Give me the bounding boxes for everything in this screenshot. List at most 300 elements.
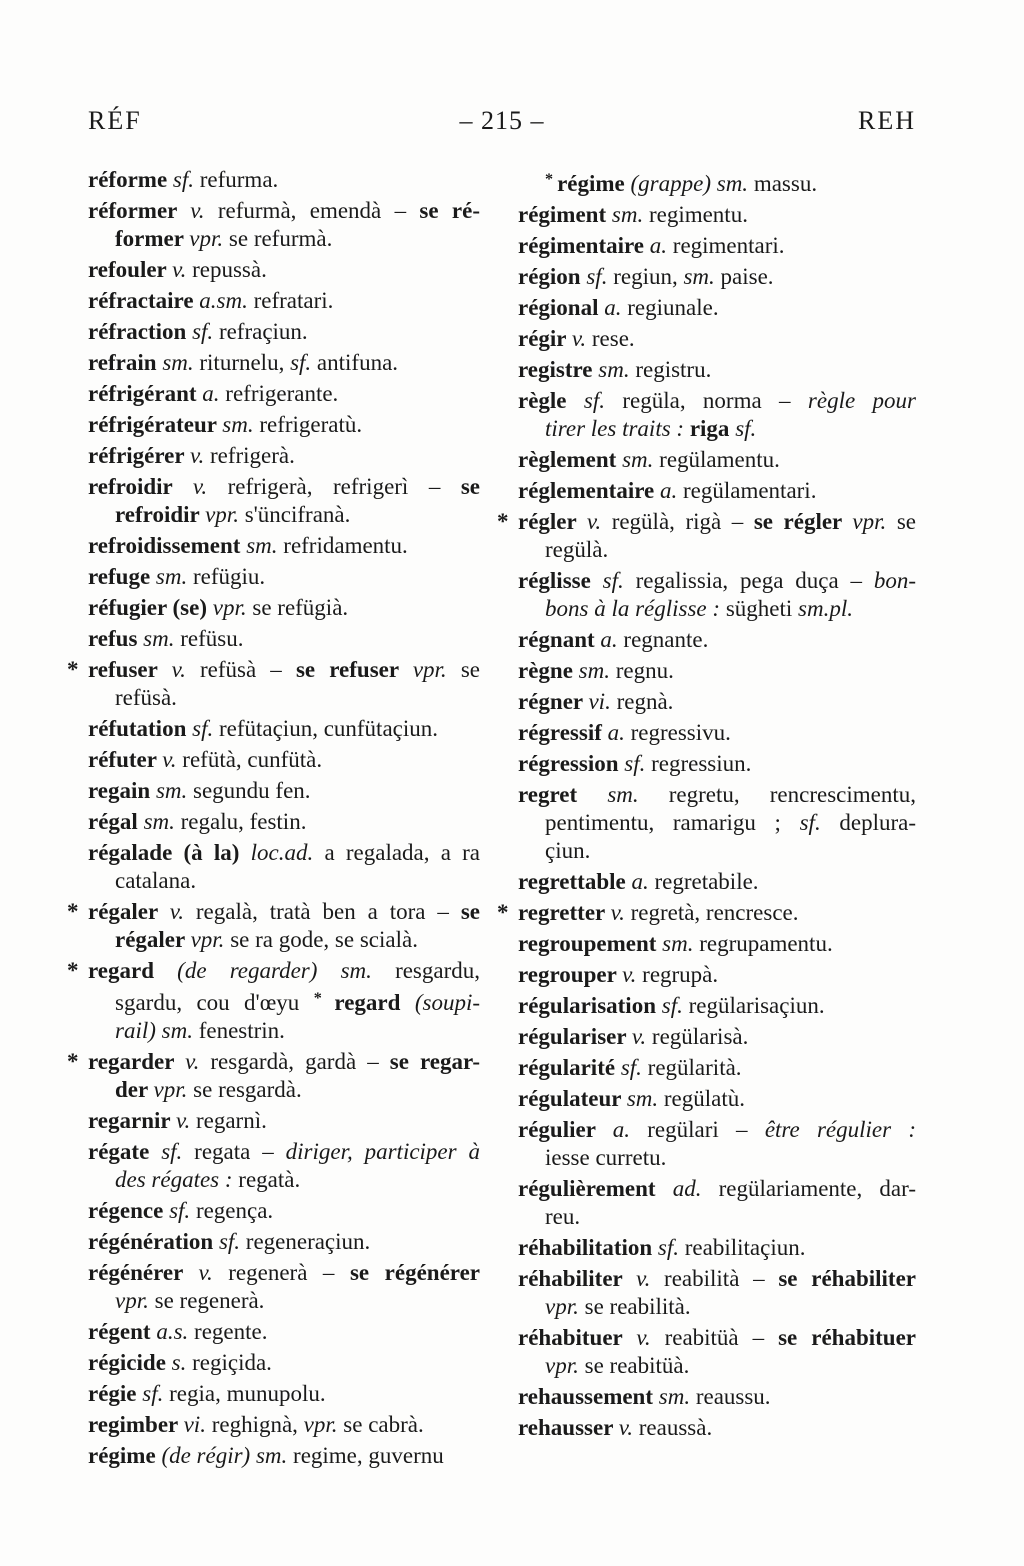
grammar-tag: vpr. bbox=[545, 1294, 579, 1320]
entry-text: refridamentu. bbox=[277, 533, 408, 558]
entry-line bbox=[518, 508, 916, 536]
page-number: – 215 – bbox=[459, 106, 545, 135]
headword: régir bbox=[518, 326, 572, 352]
grammar-tag: bon- bbox=[873, 568, 916, 594]
entry-text: refraçiun. bbox=[213, 319, 308, 344]
entry-line bbox=[88, 867, 480, 895]
dictionary-entry bbox=[88, 473, 480, 529]
entry-text: regnà. bbox=[610, 689, 674, 715]
entry-text: refüsà – bbox=[185, 657, 296, 682]
grammar-tag: bons à la réglisse : bbox=[545, 596, 721, 622]
headword: réfugier (se) bbox=[88, 595, 213, 620]
dictionary-entry bbox=[518, 325, 916, 353]
headword: réfraction bbox=[88, 319, 193, 344]
entry-text: regrupà. bbox=[636, 962, 719, 988]
dictionary-entry bbox=[88, 1442, 480, 1470]
grammar-tag: sm. bbox=[683, 264, 715, 290]
grammar-tag: sm. bbox=[658, 1384, 691, 1410]
entry-line bbox=[518, 1414, 916, 1442]
dictionary-entry bbox=[518, 626, 916, 654]
grammar-tag: a. bbox=[600, 627, 618, 653]
entry-text: repussà. bbox=[186, 257, 267, 282]
grammar-tag: a.sm. bbox=[199, 288, 248, 313]
dictionary-entry bbox=[88, 166, 480, 194]
dictionary-entry bbox=[88, 594, 480, 622]
entry-line bbox=[518, 536, 916, 564]
entry-text: regença. bbox=[190, 1198, 274, 1224]
grammar-tag: v. bbox=[189, 443, 205, 468]
grammar-tag: v. bbox=[172, 257, 187, 282]
headword: régner bbox=[518, 689, 589, 715]
dictionary-entry bbox=[518, 750, 916, 778]
entry-text: reaussu. bbox=[690, 1384, 771, 1410]
grammar-tag: sm. bbox=[607, 782, 639, 808]
entry-line bbox=[88, 625, 480, 653]
grammar-tag: sf. bbox=[624, 751, 646, 777]
dictionary-entry bbox=[518, 567, 916, 623]
entry-text: regiçida. bbox=[186, 1350, 272, 1376]
entry-text: regimentu. bbox=[643, 202, 748, 228]
entry-line bbox=[518, 992, 916, 1020]
grammar-tag: v. bbox=[185, 1049, 200, 1075]
dictionary-entry bbox=[67, 1048, 480, 1104]
headword: régénération bbox=[88, 1229, 219, 1255]
grammar-tag: v. bbox=[175, 1108, 191, 1134]
entry-text: regretu, rencrescimentu, bbox=[638, 782, 917, 808]
dictionary-entry bbox=[518, 294, 916, 322]
grammar-tag: sm. bbox=[143, 626, 175, 651]
dictionary-entry bbox=[518, 781, 916, 865]
entry-line bbox=[88, 166, 480, 194]
entry-line bbox=[518, 899, 916, 927]
entry-text: se réhabiliter bbox=[778, 1266, 916, 1292]
entry-text: reaussà. bbox=[633, 1415, 713, 1441]
entry-line bbox=[88, 1076, 480, 1104]
inline-star-marker: * bbox=[545, 171, 558, 188]
entry-line bbox=[88, 985, 480, 1017]
entry-text: resgardà, gardà – bbox=[199, 1049, 390, 1075]
entry-text: se refuser bbox=[295, 657, 413, 682]
entry-line bbox=[88, 777, 480, 805]
entry-text: former bbox=[115, 226, 190, 251]
entry-line bbox=[518, 657, 916, 685]
entry-text: registru. bbox=[629, 357, 712, 383]
entry-line bbox=[518, 201, 916, 229]
entry-text: refrigerante. bbox=[219, 381, 339, 406]
entry-text: se reabilità. bbox=[578, 1294, 691, 1320]
dictionary-entry bbox=[88, 411, 480, 439]
headword: rehausser bbox=[518, 1415, 619, 1441]
grammar-tag: (soupi- bbox=[414, 990, 480, 1016]
entry-line bbox=[88, 380, 480, 408]
grammar-tag: v. bbox=[631, 1024, 647, 1050]
dictionary-entry bbox=[88, 1349, 480, 1377]
dictionary-entry bbox=[518, 263, 916, 291]
dictionary-entry bbox=[518, 1383, 916, 1411]
grammar-tag: v. bbox=[190, 198, 205, 223]
grammar-tag: a.s. bbox=[156, 1319, 189, 1345]
headword: réformer bbox=[88, 198, 191, 223]
grammar-tag: tirer les traits : bbox=[545, 416, 685, 442]
entry-line bbox=[518, 1054, 916, 1082]
grammar-tag: vi. bbox=[588, 689, 611, 715]
entry-line bbox=[518, 1144, 916, 1172]
grammar-tag: ad. bbox=[672, 1176, 702, 1202]
dictionary-entry bbox=[88, 1228, 480, 1256]
entry-line bbox=[518, 415, 916, 443]
entry-line bbox=[88, 715, 480, 743]
entry-line bbox=[518, 809, 916, 837]
entry-line bbox=[88, 501, 480, 529]
entry-line bbox=[88, 318, 480, 346]
entry-text: refütaçiun, cunfütaçiun. bbox=[213, 716, 439, 741]
dictionary-entry bbox=[518, 1265, 916, 1321]
entry-text: regnu. bbox=[609, 658, 674, 684]
headword-star-marker: * bbox=[497, 509, 509, 535]
entry-text: regülariamente, dar- bbox=[701, 1176, 916, 1202]
entry-text: se reabitüà. bbox=[578, 1353, 690, 1379]
headword: régularité bbox=[518, 1055, 621, 1081]
dictionary-entry bbox=[88, 1318, 480, 1346]
entry-text: regretà, rencresce. bbox=[624, 900, 799, 926]
grammar-tag: sf. bbox=[290, 350, 312, 375]
grammar-tag: vpr. bbox=[303, 1412, 338, 1438]
dictionary-entry bbox=[497, 508, 916, 564]
headword-star-marker: * bbox=[497, 900, 509, 926]
headword: refroidissement bbox=[88, 533, 247, 558]
entry-text: regülatù. bbox=[658, 1086, 745, 1112]
grammar-tag: a. bbox=[659, 478, 678, 504]
entry-line bbox=[88, 1442, 480, 1470]
grammar-tag: sf. bbox=[657, 1235, 680, 1261]
entry-line bbox=[88, 1048, 480, 1076]
grammar-tag: sf. bbox=[169, 1198, 191, 1224]
entry-line bbox=[88, 926, 480, 954]
entry-line bbox=[518, 1234, 916, 1262]
entry-text: reu. bbox=[545, 1204, 581, 1230]
entry-text: regülarisaçiun. bbox=[682, 993, 825, 1019]
grammar-tag: sm. bbox=[611, 202, 644, 228]
grammar-tag: v. bbox=[571, 326, 587, 352]
grammar-tag: s. bbox=[171, 1350, 187, 1376]
headword: refus bbox=[88, 626, 144, 651]
entry-text: se regenerà. bbox=[148, 1288, 265, 1314]
entry-text: resgardu, bbox=[371, 958, 481, 983]
grammar-tag: sm. bbox=[222, 412, 254, 437]
entry-text: se resgardà. bbox=[187, 1077, 302, 1103]
entry-text: rese. bbox=[586, 326, 635, 352]
headword: règle bbox=[518, 388, 584, 414]
grammar-tag: a. bbox=[607, 720, 625, 746]
headword: réfutation bbox=[88, 716, 193, 741]
dictionary-entry bbox=[88, 563, 480, 591]
entry-text: pentimentu, ramarigu ; bbox=[545, 810, 800, 836]
grammar-tag: sm. bbox=[155, 564, 188, 589]
entry-text: regalu, festin. bbox=[174, 809, 307, 834]
headword: regarnir bbox=[88, 1108, 176, 1134]
headword: régaler bbox=[88, 899, 170, 924]
entry-text: regressiun. bbox=[645, 751, 752, 777]
entry-text: sügheti bbox=[720, 596, 799, 622]
entry-text: se refügià. bbox=[246, 595, 349, 620]
entry-line bbox=[518, 961, 916, 989]
entry-text: regülari – bbox=[630, 1117, 765, 1143]
headword: rehaussement bbox=[518, 1384, 659, 1410]
grammar-tag: vpr. bbox=[153, 1077, 188, 1103]
text-columns bbox=[67, 166, 917, 1473]
entry-text: se ré- bbox=[419, 198, 480, 223]
entry-text: regüla, norma – bbox=[604, 388, 808, 414]
grammar-tag: sf. bbox=[586, 264, 608, 290]
grammar-tag: v. bbox=[618, 1415, 634, 1441]
grammar-tag: être régulier : bbox=[764, 1117, 916, 1143]
entry-line bbox=[518, 750, 916, 778]
entry-text: se bbox=[886, 509, 916, 535]
dictionary-entry bbox=[88, 532, 480, 560]
entry-text: se bbox=[446, 657, 480, 682]
entry-text: regalà, tratà ben a tora – bbox=[183, 899, 461, 924]
entry-text: regülamentari. bbox=[677, 478, 817, 504]
headword: refuge bbox=[88, 564, 156, 589]
grammar-tag: vpr. bbox=[852, 509, 887, 535]
dictionary-entry bbox=[518, 868, 916, 896]
headword: registre bbox=[518, 357, 599, 383]
headword: regard bbox=[88, 958, 178, 983]
grammar-tag: sm. bbox=[143, 809, 175, 834]
entry-line bbox=[518, 263, 916, 291]
entry-text: reabilitaçiun. bbox=[679, 1235, 806, 1261]
entry-text: regenerà – bbox=[212, 1260, 350, 1286]
dictionary-entry bbox=[88, 380, 480, 408]
entry-line bbox=[518, 1116, 916, 1144]
entry-line bbox=[518, 626, 916, 654]
entry-text: régime bbox=[557, 171, 631, 197]
entry-text: regiun, bbox=[607, 264, 684, 290]
headword: régler bbox=[518, 509, 587, 535]
entry-text: riga bbox=[689, 416, 736, 442]
entry-line bbox=[518, 1203, 916, 1231]
grammar-tag: vpr. bbox=[212, 595, 247, 620]
grammar-tag: vpr. bbox=[189, 226, 224, 251]
headword: règne bbox=[518, 658, 579, 684]
headword: régnant bbox=[518, 627, 601, 653]
grammar-tag: a. bbox=[202, 381, 220, 406]
entry-line bbox=[88, 1287, 480, 1315]
dictionary-entry bbox=[518, 477, 916, 505]
entry-line bbox=[88, 225, 480, 253]
dictionary-entry bbox=[518, 232, 916, 260]
grammar-tag: sf. bbox=[620, 1055, 642, 1081]
headword: réfrigérant bbox=[88, 381, 203, 406]
grammar-tag: sm. bbox=[626, 1086, 659, 1112]
entry-text: se ra gode, se scialà. bbox=[224, 927, 418, 952]
headword: réglementaire bbox=[518, 478, 660, 504]
grammar-tag: a. bbox=[631, 869, 649, 895]
entry-line bbox=[518, 1175, 916, 1203]
headword: regain bbox=[88, 778, 156, 803]
dictionary-entry bbox=[518, 1324, 916, 1380]
entry-line bbox=[88, 1197, 480, 1225]
dictionary-entry bbox=[88, 839, 480, 895]
entry-line bbox=[518, 166, 916, 198]
grammar-tag: sm. bbox=[662, 931, 694, 957]
entry-line bbox=[88, 1166, 480, 1194]
entry-line bbox=[88, 411, 480, 439]
entry-line bbox=[518, 477, 916, 505]
entry-line bbox=[518, 446, 916, 474]
entry-text: regülà. bbox=[545, 537, 609, 563]
headword: réhabituer bbox=[518, 1325, 637, 1351]
grammar-tag: vi. bbox=[183, 1412, 206, 1438]
grammar-tag: v. bbox=[636, 1325, 651, 1351]
headword: régate bbox=[88, 1139, 162, 1165]
headword: réfuter bbox=[88, 747, 163, 772]
grammar-tag: (de regarder) sm. bbox=[177, 958, 372, 983]
headword: régicide bbox=[88, 1350, 172, 1376]
headword: région bbox=[518, 264, 587, 290]
dictionary-entry bbox=[67, 656, 480, 712]
dictionary-entry bbox=[88, 1197, 480, 1225]
entry-text: deplura- bbox=[820, 810, 916, 836]
entry-line bbox=[88, 656, 480, 684]
dictionary-entry bbox=[518, 719, 916, 747]
dictionary-entry bbox=[88, 442, 480, 470]
entry-text: paise. bbox=[714, 264, 774, 290]
entry-text: refüsà. bbox=[115, 685, 177, 710]
headword: réhabiliter bbox=[518, 1266, 637, 1292]
grammar-tag: loc.ad. bbox=[250, 840, 314, 865]
entry-text: regata – bbox=[182, 1139, 286, 1165]
headword: refrain bbox=[88, 350, 163, 375]
headword: regretter bbox=[518, 900, 611, 926]
headword: réforme bbox=[88, 167, 173, 192]
entry-text: regatà. bbox=[232, 1167, 301, 1193]
dictionary-entry bbox=[88, 256, 480, 284]
entry-text: refügiu. bbox=[187, 564, 266, 589]
entry-text: regülamentu. bbox=[653, 447, 780, 473]
grammar-tag: sm. bbox=[162, 350, 194, 375]
entry-text: se régénérer bbox=[349, 1260, 480, 1286]
headword: régulariser bbox=[518, 1024, 632, 1050]
entry-line bbox=[88, 532, 480, 560]
entry-line bbox=[88, 746, 480, 774]
headword: réfractaire bbox=[88, 288, 200, 313]
headword: régimentaire bbox=[518, 233, 650, 259]
dictionary-entry bbox=[88, 1259, 480, 1315]
entry-text: se cabrà. bbox=[337, 1412, 424, 1438]
grammar-tag: sm. bbox=[578, 658, 610, 684]
grammar-tag: v. bbox=[162, 747, 177, 772]
entry-line bbox=[88, 1228, 480, 1256]
entry-line bbox=[518, 1085, 916, 1113]
headword: réfrigérer bbox=[88, 443, 190, 468]
headword-star-marker: * bbox=[67, 899, 79, 924]
entry-line bbox=[88, 349, 480, 377]
grammar-tag: sf. bbox=[799, 810, 821, 836]
dictionary-entry bbox=[518, 356, 916, 384]
entry-text: regeneraçiun. bbox=[240, 1229, 371, 1255]
entry-text: regülà, rigà – bbox=[601, 509, 754, 535]
dictionary-entry bbox=[88, 1380, 480, 1408]
entry-text: refrigerà, refrigerì – bbox=[207, 474, 461, 499]
dictionary-entry bbox=[518, 961, 916, 989]
headword: refuser bbox=[88, 657, 172, 682]
grammar-tag: sf. bbox=[735, 416, 757, 442]
entry-line bbox=[88, 256, 480, 284]
left-column bbox=[67, 166, 481, 1473]
headword: régressif bbox=[518, 720, 608, 746]
headword: régulièrement bbox=[518, 1176, 673, 1202]
entry-line bbox=[518, 325, 916, 353]
entry-text: se réhabituer bbox=[778, 1325, 916, 1351]
entry-text: der bbox=[115, 1077, 154, 1103]
entry-text: regime, guvernu bbox=[287, 1443, 444, 1469]
grammar-tag: sf. bbox=[172, 167, 194, 192]
entry-text: refüsu. bbox=[174, 626, 244, 651]
grammar-tag: vpr. bbox=[115, 1288, 149, 1314]
entry-line bbox=[518, 232, 916, 260]
entry-text: catalana. bbox=[115, 868, 197, 893]
entry-text: regrupamentu. bbox=[693, 931, 833, 957]
entry-line bbox=[518, 781, 916, 809]
entry-line bbox=[518, 868, 916, 896]
headword: refroidir bbox=[88, 474, 193, 499]
entry-line bbox=[88, 442, 480, 470]
entry-text: refratari. bbox=[247, 288, 334, 313]
grammar-tag: v. bbox=[610, 900, 625, 926]
entry-line bbox=[88, 1138, 480, 1166]
dictionary-entry bbox=[88, 287, 480, 315]
entry-line bbox=[518, 567, 916, 595]
grammar-tag: vpr. bbox=[205, 502, 239, 527]
dictionary-entry bbox=[88, 625, 480, 653]
guideword-right: REH bbox=[858, 106, 916, 135]
grammar-tag: v. bbox=[169, 899, 184, 924]
entry-line bbox=[88, 1380, 480, 1408]
entry-line bbox=[88, 684, 480, 712]
entry-text: refrigerà. bbox=[204, 443, 295, 468]
entry-line bbox=[88, 898, 480, 926]
grammar-tag: a. bbox=[649, 233, 668, 259]
headword: régalade (à la) bbox=[88, 840, 251, 865]
grammar-tag: diriger, participer à bbox=[285, 1139, 480, 1165]
grammar-tag: (de régir) sm. bbox=[161, 1443, 288, 1469]
entry-line bbox=[518, 294, 916, 322]
entry-text: regia, munupolu. bbox=[163, 1381, 326, 1407]
grammar-tag: sm. bbox=[246, 533, 278, 558]
grammar-tag: sm. bbox=[155, 778, 188, 803]
entry-text: se regar- bbox=[389, 1049, 480, 1075]
grammar-tag: sf. bbox=[218, 1229, 241, 1255]
entry-text: regalissia, pega duça – bbox=[623, 568, 874, 594]
dictionary-entry bbox=[88, 1411, 480, 1439]
entry-text: regimentari. bbox=[667, 233, 785, 259]
headword: régularisation bbox=[518, 993, 662, 1019]
entry-text: massu. bbox=[748, 171, 818, 197]
entry-text: s'üncifranà. bbox=[238, 502, 351, 527]
headword: régression bbox=[518, 751, 625, 777]
dictionary-entry bbox=[518, 201, 916, 229]
headword: regret bbox=[518, 782, 608, 808]
dictionary-entry bbox=[88, 1107, 480, 1135]
grammar-tag: v. bbox=[622, 962, 637, 988]
guideword-left: RÉF bbox=[88, 106, 142, 135]
entry-text: refütà, cunfütà. bbox=[176, 747, 323, 772]
headword: régie bbox=[88, 1381, 143, 1407]
dictionary-entry bbox=[518, 930, 916, 958]
dictionary-entry bbox=[518, 657, 916, 685]
entry-line bbox=[88, 1411, 480, 1439]
